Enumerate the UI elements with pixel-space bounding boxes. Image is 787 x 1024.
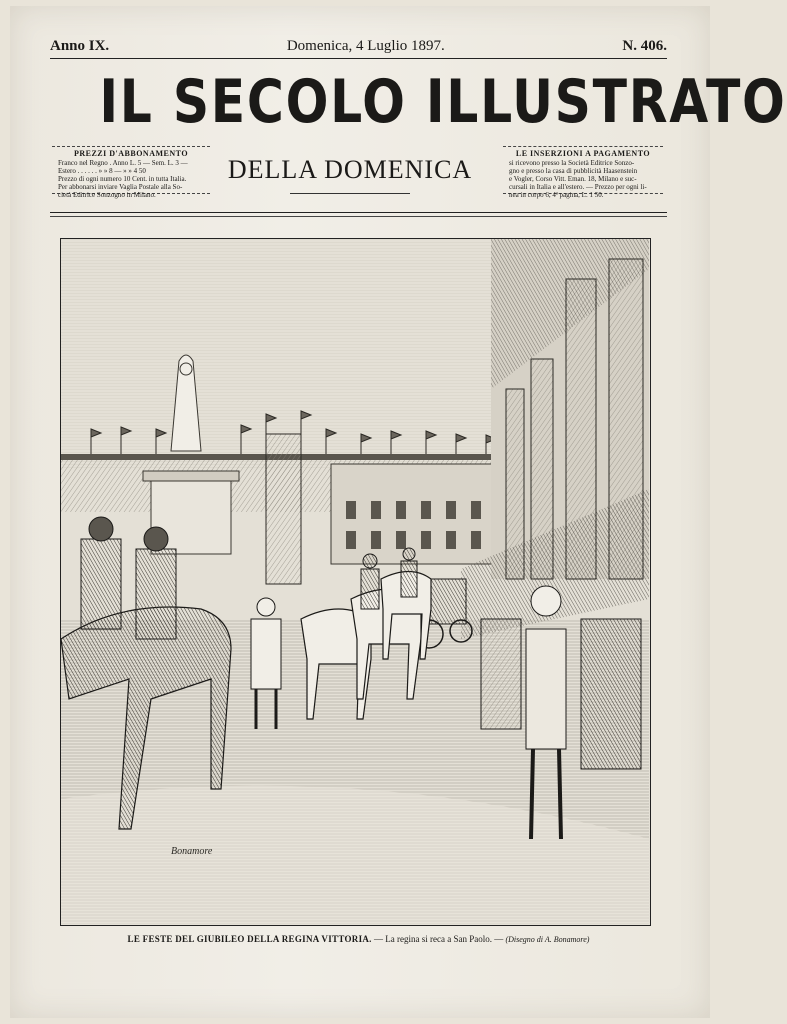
caption-text: — La regina si reca a San Paolo. — <box>371 934 506 944</box>
advertising-line: si ricevono presso la Società Editrice Sonzo- <box>509 159 635 167</box>
advertising-line: e Vogler, Corso Vitt. Eman. 18, Milano e suc- <box>509 175 637 183</box>
jubilee-procession-engraving <box>61 239 649 924</box>
top-rule <box>50 58 667 59</box>
advertising-title: LE INSERZIONI A PAGAMENTO <box>515 149 651 158</box>
subscription-line: cietà Editrice Sonzogno in Milano. <box>58 191 156 199</box>
caption-title: LE FESTE DEL GIUBILEO DELLA REGINA VITTORIA. <box>127 934 372 944</box>
artist-signature: Bonamore <box>171 846 213 857</box>
advertising-line: cursali in Italia e all'estero. — Prezzo per ogni li- <box>509 183 647 191</box>
subscription-line: Franco nel Regno . Anno L. 5 — Sem. L. 3 — <box>58 159 188 167</box>
subscription-line: Estero . . . . . . » » 8 — » » 4 50 <box>58 167 146 175</box>
advertising-line: gno e presso la casa di pubblicità Haasenstein <box>509 167 638 175</box>
illustration-caption <box>50 934 667 944</box>
subscription-prices-box <box>52 146 210 199</box>
year-label: Anno IX. <box>50 38 110 54</box>
header-rule <box>50 212 667 213</box>
issue-date: Domenica, 4 Luglio 1897. <box>286 38 445 54</box>
subscription-title: PREZZI D'ABBONAMENTO <box>73 149 189 158</box>
newspaper-subtitle: DELLA DOMENICA <box>227 155 473 184</box>
advertising-box <box>503 146 663 199</box>
subscription-line: Per abbonarsi inviare Vaglia Postale alla So- <box>58 183 183 191</box>
newspaper-title: IL SECOLO ILLUSTRATO <box>99 67 787 137</box>
header-rule-thin <box>50 216 667 217</box>
subscription-line: Prezzo di ogni numero 10 Cent. in tutta Italia. <box>58 175 187 183</box>
issue-number: N. 406. <box>622 38 667 54</box>
advertising-line: nea in corpo 6, 4ª pagina, L. 1 50. <box>509 191 604 199</box>
engraving-illustration <box>60 238 651 926</box>
issue-info-line <box>50 38 667 55</box>
subtitle-ornament <box>290 193 410 194</box>
caption-credit: (Disegno di A. Bonamore) <box>505 935 590 944</box>
